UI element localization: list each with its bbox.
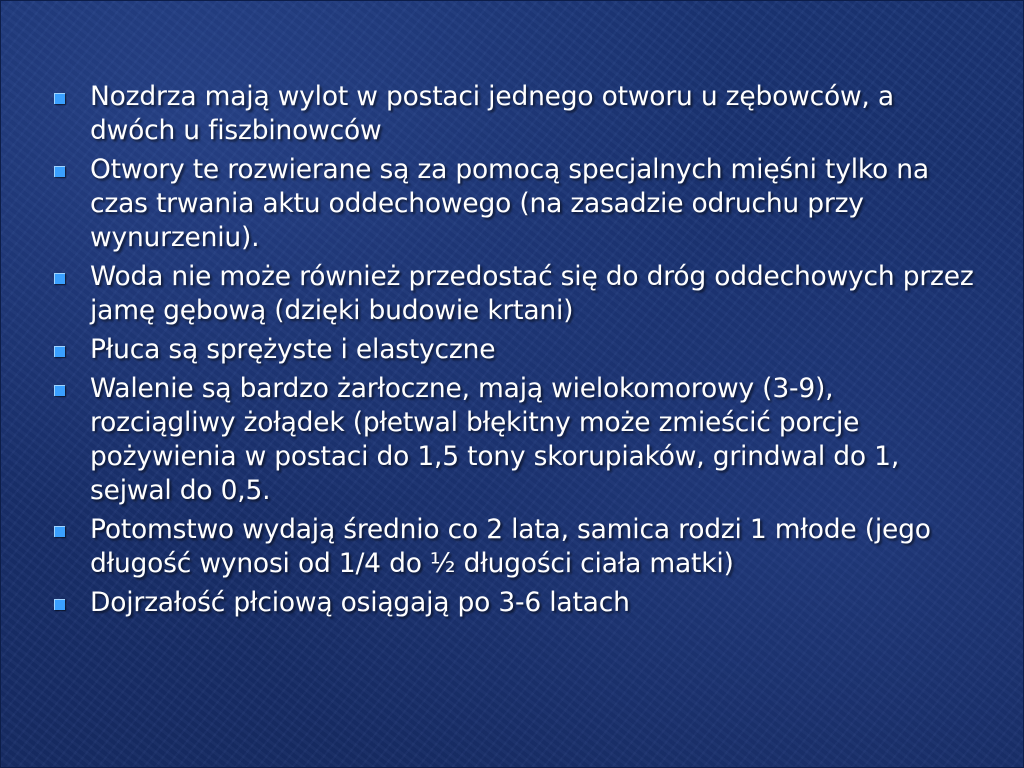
square-bullet-icon bbox=[54, 273, 65, 284]
square-bullet-icon bbox=[54, 346, 65, 357]
square-bullet-icon bbox=[54, 93, 65, 104]
bullet-text: Otwory te rozwierane są za pomocą specjalnych mięśni tylko na czas trwania aktu oddechowego (na zasadzie odruchu przy wynurzeniu). bbox=[90, 154, 929, 253]
square-bullet-icon bbox=[54, 526, 65, 537]
bullet-text: Płuca są sprężyste i elastyczne bbox=[90, 334, 496, 365]
bullet-item bbox=[52, 80, 982, 148]
bullet-item bbox=[52, 333, 982, 367]
bullet-text: Dojrzałość płciową osiągają po 3-6 latach bbox=[90, 587, 630, 618]
square-bullet-icon bbox=[54, 166, 65, 177]
bullet-item bbox=[52, 260, 982, 328]
square-bullet-icon bbox=[54, 599, 65, 610]
bullet-item bbox=[52, 513, 982, 581]
bullet-item bbox=[52, 586, 982, 620]
bullet-text: Walenie są bardzo żarłoczne, mają wielokomorowy (3-9), rozciągliwy żołądek (płetwal błękitny może zmieścić porcje pożywienia w postaci do 1,5 tony skorupiaków, grindwal do 1, sejwal do 0,5. bbox=[90, 373, 900, 506]
bullet-text: Woda nie może również przedostać się do dróg oddechowych przez jamę gębową (dzięki budowie krtani) bbox=[90, 261, 974, 326]
bullet-text: Potomstwo wydają średnio co 2 lata, samica rodzi 1 młode (jego długość wynosi od 1/4 do ½ długości ciała matki) bbox=[90, 514, 931, 579]
bullet-text: Nozdrza mają wylot w postaci jednego otworu u zębowców, a dwóch u fiszbinowców bbox=[90, 81, 894, 146]
bullet-item bbox=[52, 372, 982, 508]
bullet-item bbox=[52, 153, 982, 255]
square-bullet-icon bbox=[54, 385, 65, 396]
bullet-list bbox=[52, 80, 982, 625]
